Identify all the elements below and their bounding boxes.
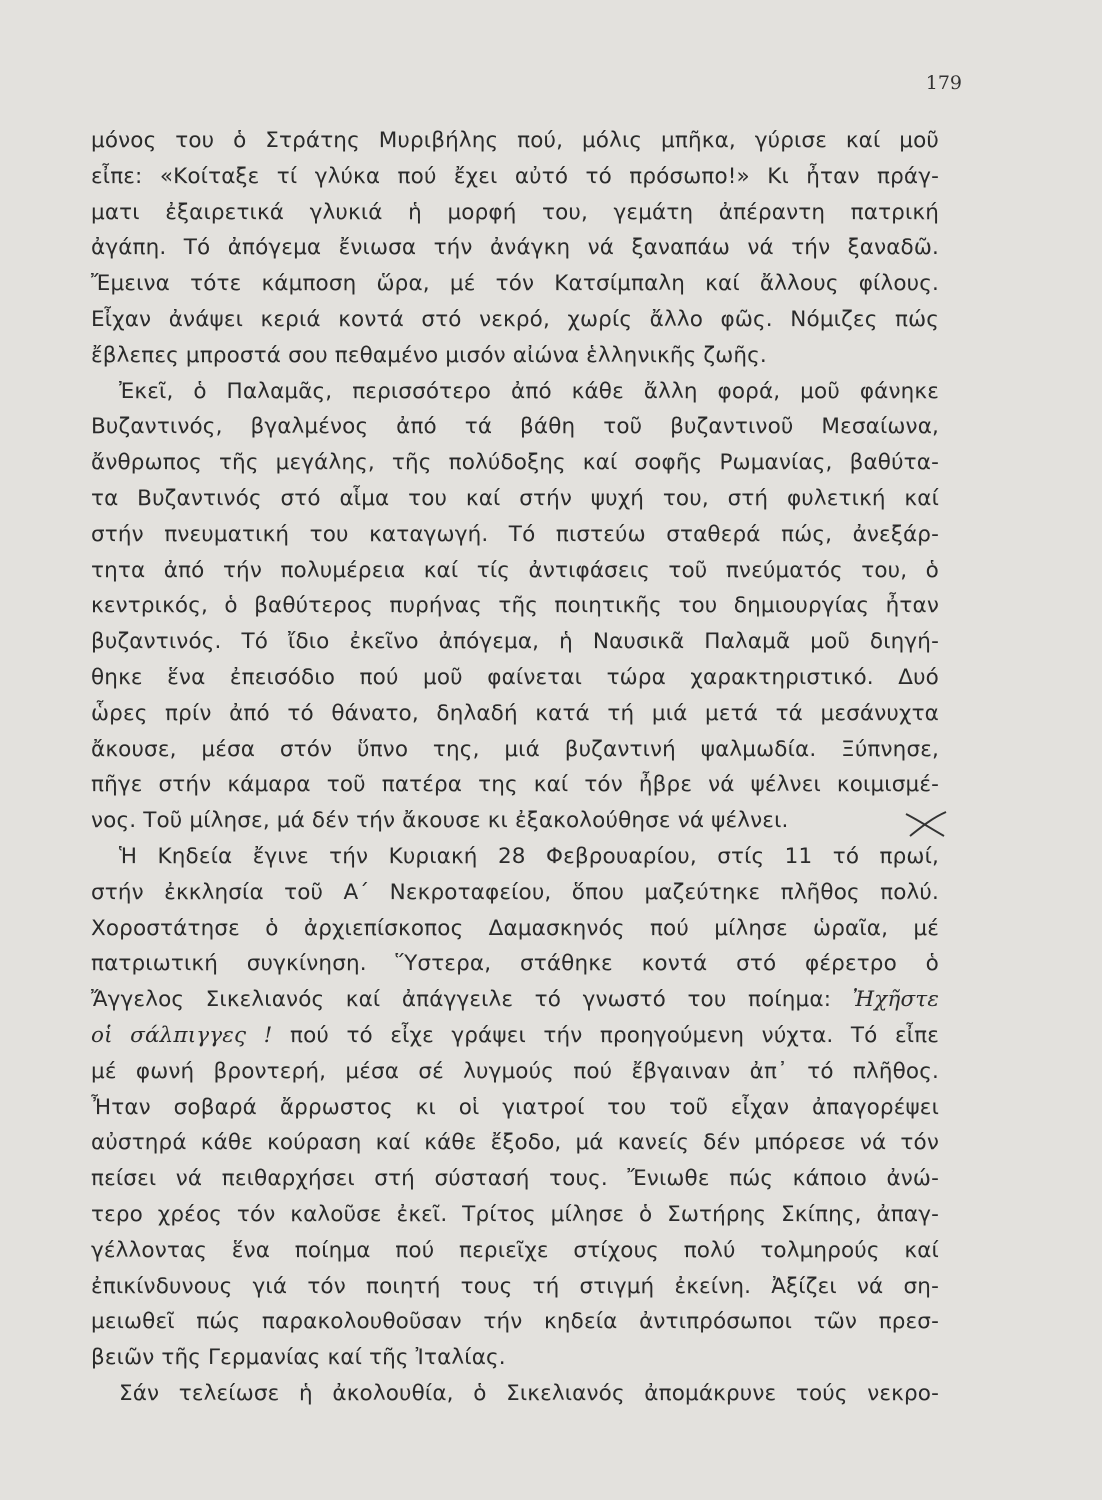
poem-title-part-1: Ἠχῆστε <box>852 987 940 1013</box>
text-segment: πού τό εἶχε γράψει τήν προηγούμενη νύχτα. Τό εἶπε <box>289 1022 940 1048</box>
text-line: Ἐκεῖ, ὁ Παλαμᾶς, περισσότερο ἀπό κάθε ἄλλη φορά, μοῦ φάνηκε <box>119 378 939 404</box>
text-line: ἀγάπη. Τό ἀπόγεμα ἔνιωσα τήν ἀνάγκη νά ξαναπάω νά τήν ξαναδῶ. <box>91 235 939 261</box>
text-line: τητα ἀπό τήν πολυμέρεια καί τίς ἀντιφάσεις τοῦ πνεύματός του, ὁ <box>91 557 939 583</box>
text-line: ἐπικίνδυνους γιά τόν ποιητή τους τή στιγμή ἐκείνη. Ἀξίζει νά ση- <box>91 1273 939 1299</box>
text-line: τερο χρέος τόν καλοῦσε ἐκεῖ. Τρίτος μίλησε ὁ Σωτήρης Σκίπης, ἀπαγ- <box>91 1201 939 1227</box>
text-line: πείσει νά πειθαρχήσει στή σύστασή τους. Ἔνιωθε πώς κάποιο ἀνώ- <box>91 1166 939 1192</box>
body-text <box>91 123 939 1412</box>
text-line: ἄνθρωπος τῆς μεγάλης, τῆς πολύδοξης καί σοφῆς Ρωμανίας, βαθύτα- <box>91 450 939 476</box>
text-line: βειῶν τῆς Γερμανίας καί τῆς Ἰταλίας. <box>91 1345 506 1371</box>
text-line: αὐστηρά κάθε κούραση καί κάθε ἔξοδο, μά κανείς δέν μπόρεσε νά τόν <box>91 1130 939 1156</box>
text-line: Χοροστάτησε ὁ ἀρχιεπίσκοπος Δαμασκηνός πού μίλησε ὡραῖα, μέ <box>91 915 939 941</box>
text-line: Ἔμεινα τότε κάμποση ὥρα, μέ τόν Κατσίμπαλη καί ἄλλους φίλους. <box>91 271 939 297</box>
text-segment: Ἄγγελος Σικελιανός καί ἀπάγγειλε τό γνωστό του ποίημα: <box>91 987 832 1013</box>
text-line: ἄκουσε, μέσα στόν ὕπνο της, μιά βυζαντινή ψαλμωδία. Ξύπνησε, <box>91 736 939 762</box>
text-line: ματι ἐξαιρετικά γλυκιά ἡ μορφή του, γεμάτη ἀπέραντη πατρική <box>91 199 939 225</box>
page-number: 179 <box>925 72 962 94</box>
text-line: πῆγε στήν κάμαρα τοῦ πατέρα της καί τόν ἦβρε νά ψέλνει κοιμισμέ- <box>91 772 939 798</box>
text-line: Βυζαντινός, βγαλμένος ἀπό τά βάθη τοῦ βυζαντινοῦ Μεσαίωνα, <box>91 414 939 440</box>
pen-x-mark-icon <box>900 808 950 838</box>
poem-title-part-2: οἱ σάλπιγγες ! <box>91 1022 273 1048</box>
text-line: Ἦταν σοβαρά ἄρρωστος κι οἱ γιατροί του τοῦ εἶχαν ἀπαγορέψει <box>91 1094 939 1120</box>
text-line <box>91 982 939 1018</box>
text-line: εἶπε: «Κοίταξε τί γλύκα πού ἔχει αὐτό τό πρόσωπο!» Κι ἦταν πράγ- <box>91 163 939 189</box>
text-line: μειωθεῖ πώς παρακολουθοῦσαν τήν κηδεία ἀντιπρόσωποι τῶν πρεσ- <box>91 1309 939 1335</box>
text-line: ἔβλεπες μπροστά σου πεθαμένο μισόν αἰώνα ἑλληνικῆς ζωῆς. <box>91 342 767 368</box>
text-line: πατριωτική συγκίνηση. Ὕστερα, στάθηκε κοντά στό φέρετρο ὁ <box>91 951 939 977</box>
text-line: ὧρες πρίν ἀπό τό θάνατο, δηλαδή κατά τή μιά μετά τά μεσάνυχτα <box>91 700 939 726</box>
text-line: Εἶχαν ἀνάψει κεριά κοντά στό νεκρό, χωρίς ἄλλο φῶς. Νόμιζες πώς <box>91 306 939 332</box>
text-line: μόνος του ὁ Στράτης Μυριβήλης πού, μόλις μπῆκα, γύρισε καί μοῦ <box>91 128 939 153</box>
text-line: Σάν τελείωσε ἡ ἀκολουθία, ὁ Σικελιανός ἀπομάκρυνε τούς νεκρο- <box>119 1380 939 1406</box>
text-line: στήν ἐκκλησία τοῦ Α΄ Νεκροταφείου, ὅπου μαζεύτηκε πλῆθος πολύ. <box>91 879 939 905</box>
text-line <box>91 1018 939 1054</box>
text-line: νος. Τοῦ μίλησε, μά δέν τήν ἄκουσε κι ἐξακολούθησε νά ψέλνει. <box>91 808 789 834</box>
text-line: βυζαντινός. Τό ἴδιο ἐκεῖνο ἀπόγεμα, ἡ Ναυσικᾶ Παλαμᾶ μοῦ διηγή- <box>91 629 939 655</box>
text-line: στήν πνευματική του καταγωγή. Τό πιστεύω σταθερά πώς, ἀνεξάρ- <box>91 521 939 547</box>
text-line: Ἡ Κηδεία ἔγινε τήν Κυριακή 28 Φεβρουαρίου, στίς 11 τό πρωί, <box>119 843 939 869</box>
text-line: θηκε ἕνα ἐπεισόδιο πού μοῦ φαίνεται τώρα χαρακτηριστικό. Δυό <box>91 664 939 690</box>
text-line: μέ φωνή βροντερή, μέσα σέ λυγμούς πού ἔβγαιναν ἀπ᾽ τό πλῆθος. <box>91 1058 939 1084</box>
text-line: τα Βυζαντινός στό αἷμα του καί στήν ψυχή του, στή φυλετική καί <box>91 485 939 511</box>
text-line: κεντρικός, ὁ βαθύτερος πυρήνας τῆς ποιητικῆς του δημιουργίας ἦταν <box>91 593 939 619</box>
text-line: γέλλοντας ἕνα ποίημα πού περιεῖχε στίχους πολύ τολμηρούς καί <box>91 1237 939 1263</box>
